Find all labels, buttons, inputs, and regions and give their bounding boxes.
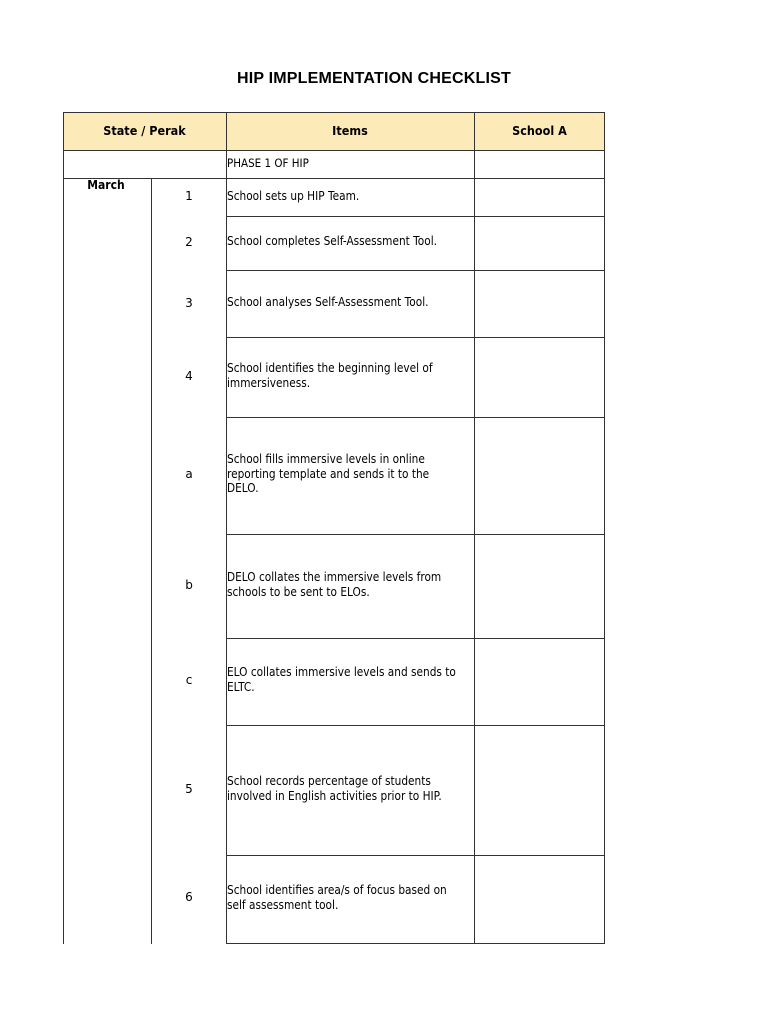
header-bottom-line	[63, 150, 605, 151]
checklist-table	[63, 112, 605, 944]
row-number: 6	[185, 890, 193, 904]
border-right	[604, 112, 605, 944]
border-top	[63, 112, 605, 113]
item-text: School sets up HIP Team.	[227, 189, 360, 203]
item-text: School analyses Self-Assessment Tool.	[227, 295, 429, 309]
row-line	[226, 417, 605, 418]
divider-number	[151, 178, 152, 944]
page-title: HIP IMPLEMENTATION CHECKLIST	[236, 70, 512, 87]
row-number: 2	[185, 235, 193, 249]
row-line	[226, 638, 605, 639]
row-line	[226, 270, 605, 271]
row-line	[226, 534, 605, 535]
header-school: School A	[512, 123, 567, 138]
item-text: ELO collates immersive levels and sends to ELTC.	[227, 665, 456, 694]
row-number: a	[185, 467, 193, 481]
header-state: State / Perak	[103, 123, 186, 138]
border-bottom	[226, 943, 605, 944]
month-label: March	[87, 178, 125, 192]
row-number: 4	[185, 369, 193, 383]
item-text: School identifies area/s of focus based on self assessment tool.	[227, 883, 447, 912]
row-line	[226, 337, 605, 338]
divider-school	[474, 112, 475, 944]
row-number: c	[185, 673, 193, 687]
item-text: DELO collates the immersive levels from schools to be sent to ELOs.	[227, 570, 442, 599]
row-number: 5	[185, 782, 193, 796]
row-number: b	[185, 578, 193, 592]
phase-label: PHASE 1 OF HIP	[227, 156, 309, 170]
row-number: 3	[185, 296, 193, 310]
item-text: School identifies the beginning level of immersiveness.	[227, 361, 433, 390]
item-text: School fills immersive levels in online reporting template and sends it to the DELO.	[227, 452, 430, 495]
border-left	[63, 112, 64, 944]
row-line	[226, 725, 605, 726]
item-text: School records percentage of students involved in English activities prior to HIP.	[227, 774, 442, 803]
item-text: School completes Self-Assessment Tool.	[227, 234, 438, 248]
row-line	[226, 855, 605, 856]
header-items: Items	[332, 123, 368, 138]
row-line	[226, 216, 605, 217]
row-number: 1	[185, 189, 193, 203]
